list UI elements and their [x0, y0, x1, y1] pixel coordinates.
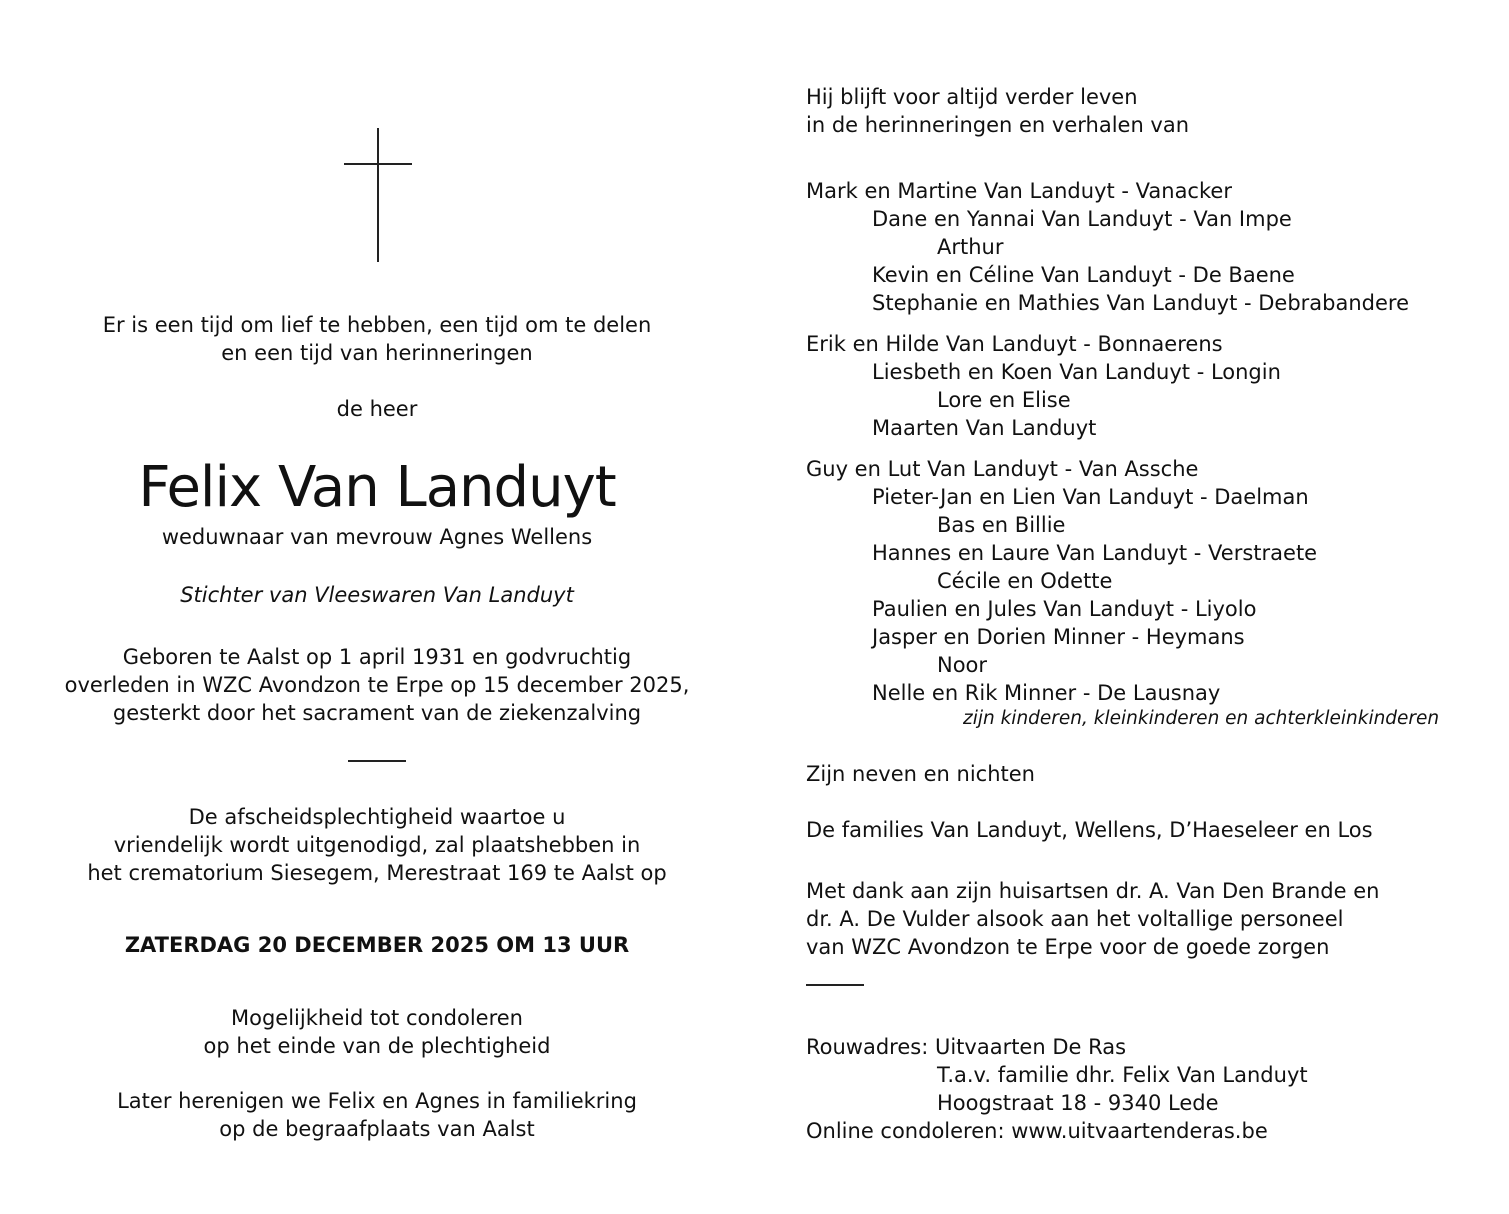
- right-panel: [806, 0, 1496, 1214]
- intro-text: Hij blijft voor altijd verder leven in de herinneringen en verhalen van: [806, 85, 1190, 137]
- family-group-1: [806, 177, 1409, 317]
- thanks-text: Met dank aan zijn huisartsen dr. A. Van Den Brande en dr. A. De Vulder alsook aan het voltallige personeel van WZC Avondzon te Erpe voor de goede zorgen: [806, 879, 1380, 959]
- list-item: Arthur: [937, 235, 1004, 259]
- list-item: Cécile en Odette: [937, 569, 1113, 593]
- left-panel: [0, 0, 754, 1214]
- role-line: Stichter van Vleeswaren Van Landuyt: [180, 583, 574, 607]
- list-item: Guy en Lut Van Landuyt - Van Assche: [806, 457, 1199, 481]
- title-prefix: de heer: [336, 397, 418, 421]
- list-item: Mark en Martine Van Landuyt - Vanacker: [806, 179, 1232, 203]
- family-tagline: zijn kinderen, kleinkinderen en achterkleinkinderen: [963, 708, 1440, 729]
- list-item: Lore en Elise: [937, 388, 1071, 412]
- family-group-3: [806, 455, 1317, 707]
- list-item: Stephanie en Mathies Van Landuyt - Debrabandere: [872, 291, 1410, 315]
- list-item: Kevin en Céline Van Landuyt - De Baene: [872, 263, 1295, 287]
- online-condolence-link[interactable]: Online condoleren: www.uitvaartenderas.be: [806, 1119, 1268, 1143]
- birth-death-text: Geboren te Aalst op 1 april 1931 en godvruchtig overleden in WZC Avondzon te Erpe op 15 december 2025, gesterkt door het sacrament van de ziekenzalving: [64, 645, 690, 725]
- cousins-line: Zijn neven en nichten: [806, 762, 1035, 786]
- burial-text: Later herenigen we Felix en Agnes in familiekring op de begraafplaats van Aalst: [117, 1089, 637, 1141]
- list-item: Paulien en Jules Van Landuyt - Liyolo: [872, 597, 1257, 621]
- list-item: Dane en Yannai Van Landuyt - Van Impe: [872, 207, 1292, 231]
- ceremony-text: De afscheidsplechtigheid waartoe u vriendelijk wordt uitgenodigd, zal plaatshebben in het crematorium Siesegem, Merestraat 169 te Aalst op: [87, 805, 667, 885]
- condolence-text: Mogelijkheid tot condoleren op het einde van de plechtigheid: [203, 1006, 551, 1058]
- deceased-name: Felix Van Landuyt: [138, 455, 616, 520]
- spouse-line: weduwnaar van mevrouw Agnes Wellens: [161, 525, 593, 549]
- list-item: Hannes en Laure Van Landuyt - Verstraete: [872, 541, 1318, 565]
- separator-line: [806, 984, 864, 986]
- list-item: Pieter-Jan en Lien Van Landuyt - Daelman: [872, 485, 1309, 509]
- address-line: Rouwadres: Uitvaarten De Ras: [806, 1035, 1127, 1059]
- address-block: [806, 1033, 1308, 1145]
- list-item: Erik en Hilde Van Landuyt - Bonnaerens: [806, 332, 1223, 356]
- ceremony-date: ZATERDAG 20 DECEMBER 2025 OM 13 UUR: [124, 933, 630, 957]
- list-item: Nelle en Rik Minner - De Lausnay: [872, 681, 1221, 705]
- separator-line: [348, 760, 406, 762]
- address-line: Hoogstraat 18 - 9340 Lede: [937, 1091, 1219, 1115]
- opening-quote: Er is een tijd om lief te hebben, een tijd om te delen en een tijd van herinneringen: [102, 313, 652, 365]
- family-group-2: [806, 330, 1281, 442]
- list-item: Liesbeth en Koen Van Landuyt - Longin: [872, 360, 1281, 384]
- cross-icon: [344, 128, 412, 262]
- address-line: T.a.v. familie dhr. Felix Van Landuyt: [937, 1063, 1308, 1087]
- list-item: Jasper en Dorien Minner - Heymans: [872, 625, 1245, 649]
- list-item: Bas en Billie: [937, 513, 1066, 537]
- families-line: De families Van Landuyt, Wellens, D’Haeseleer en Los: [806, 818, 1373, 842]
- list-item: Noor: [937, 653, 988, 677]
- list-item: Maarten Van Landuyt: [872, 416, 1097, 440]
